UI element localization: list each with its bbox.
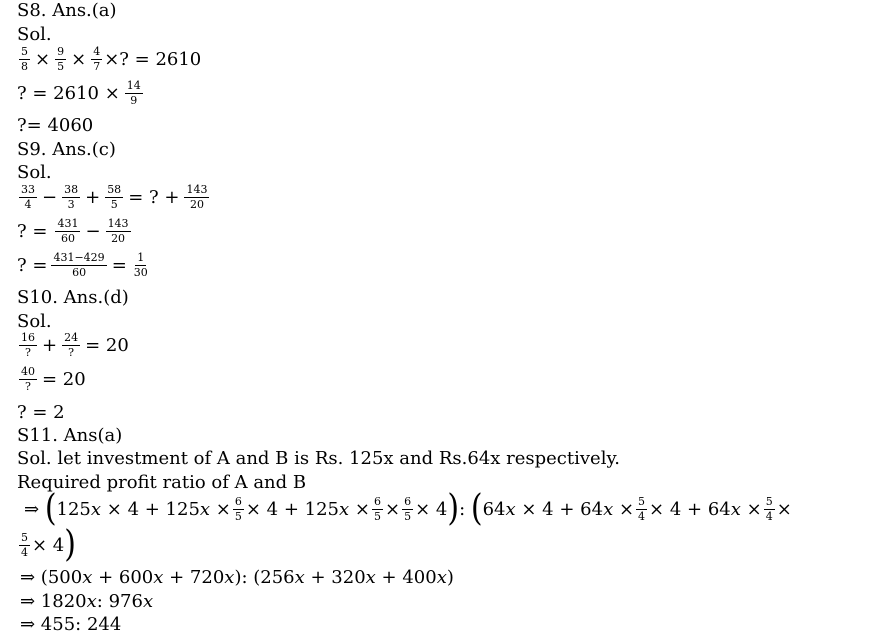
s8-equation-2: ? = 2610 × $\frac{14}{9}$ — [17, 79, 141, 107]
fraction: $\frac{4}{7}$ — [93, 45, 101, 73]
s9-answer-heading: S9. Ans.(c) — [17, 139, 116, 160]
fraction: $\frac{14}{9}$ — [126, 79, 141, 107]
s11-step-2: ⇒ (500x + 600x + 720x): (256x + 320x + 400x) — [20, 567, 454, 588]
s9-equation-2: ? = $\frac{431}{60}$ − $\frac{143}{20}$ — [17, 217, 129, 245]
s8-sol-label: Sol. — [17, 24, 52, 45]
s10-equation-1: 16 ? + 24 ? = 20 — [21, 331, 129, 359]
s11-required-ratio: Required profit ratio of A and B — [17, 472, 307, 493]
s11-step-1: ⇒ ( 125x × 4 + 125x × $\frac{6}{5}$ × 4 + 125x × $\frac{6}{5}$ × $\frac{6}{5}$ × 4 ) : ( 64x × 4 + 64x × $\frac{5}{4}$ × 4 + 64x × $\frac{5}{4}$ × — [24, 487, 792, 530]
fraction: $\frac{5}{8}$ — [21, 45, 28, 73]
s10-answer-heading: S10. Ans.(d) — [17, 287, 129, 308]
s9-equation-1: 33 4 − $\frac{38}{3}$ + $\frac{58}{5}$ = ? + $\frac{143}{20}$ — [21, 183, 208, 211]
fraction: $\frac{9}{5}$ — [57, 45, 65, 73]
s8-equation-1: $\frac{5}{8}$ × $\frac{9}{5}$ × $\frac{4}{7}$ ×? = 2610 — [21, 45, 202, 73]
s8-result: ?= 4060 — [17, 115, 94, 136]
s8-answer-heading: S8. Ans.(a) — [17, 0, 117, 21]
s9-sol-label: Sol. — [17, 162, 52, 183]
s11-step-3: ⇒ 1820x: 976x — [20, 591, 154, 612]
s11-step-4: ⇒ 455: 244 — [20, 614, 122, 635]
s10-sol-label: Sol. — [17, 311, 52, 332]
s9-equation-3: ? = $\frac{431-429}{60}$ = $\frac{1}{30}$ — [17, 251, 148, 279]
s11-step-1-continued: $\frac{5}{4}$ × 4 ) — [21, 523, 76, 566]
s11-answer-heading: S11. Ans(a) — [17, 425, 123, 446]
s11-sol-text: Sol. let investment of A and B is Rs. 125x and Rs.64x respectively. — [17, 448, 620, 469]
s10-result: ? = 2 — [17, 402, 65, 423]
s10-equation-2: 40 ? = 20 — [21, 365, 86, 393]
